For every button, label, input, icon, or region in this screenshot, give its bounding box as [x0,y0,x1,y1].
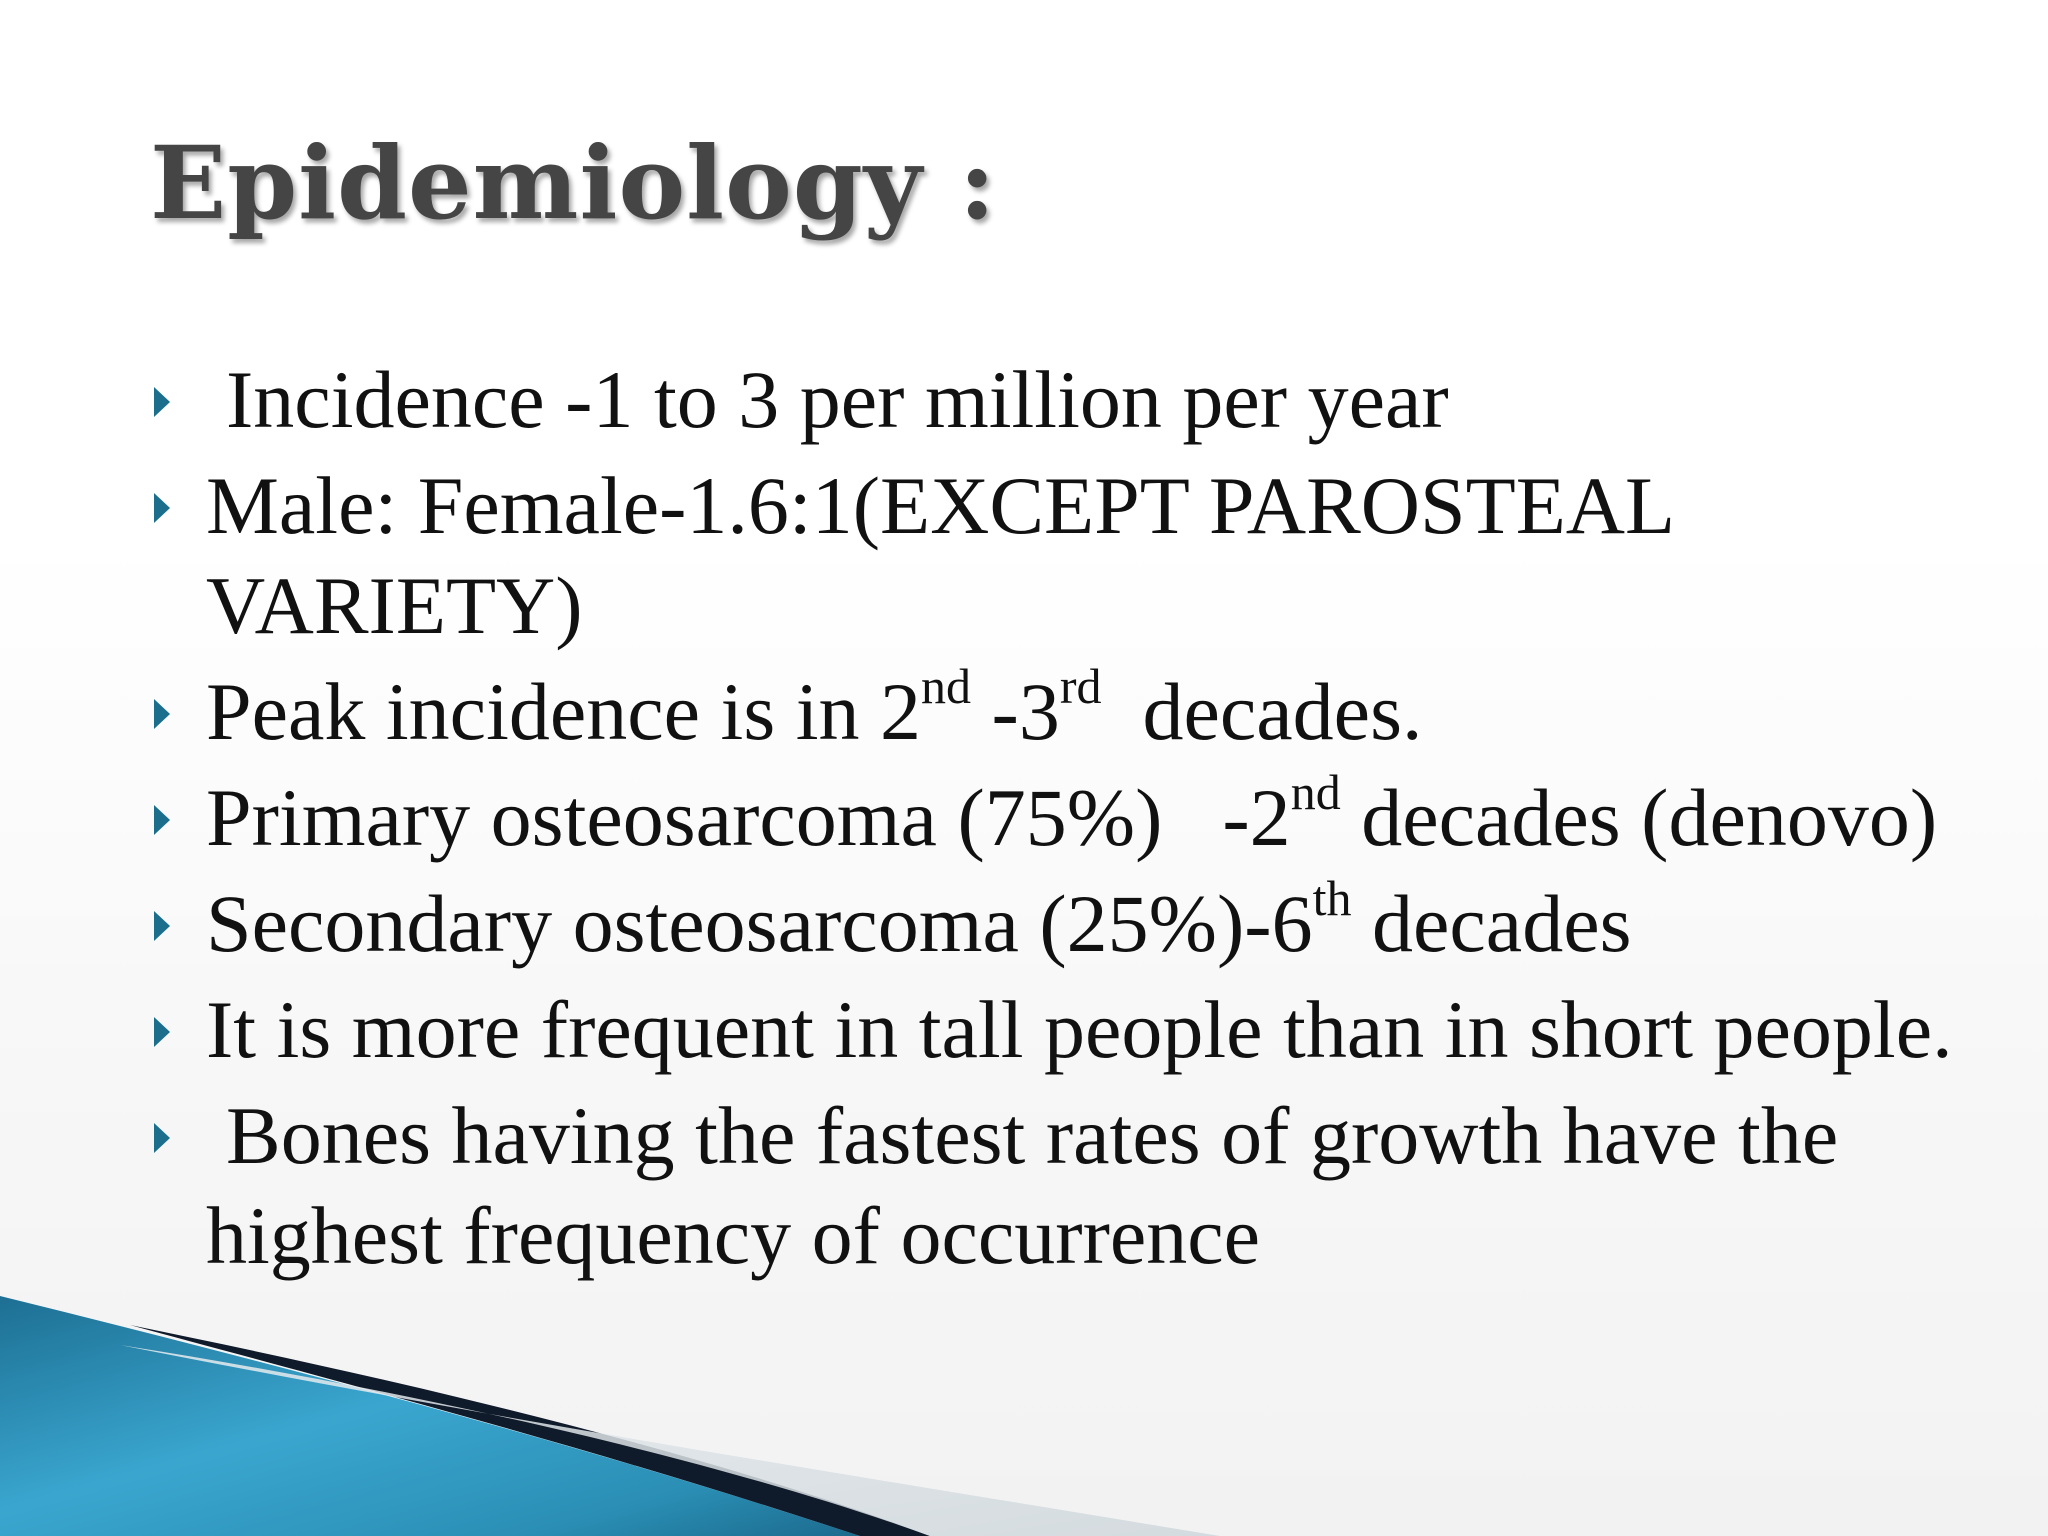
bullet-text: Male: Female-1.6:1(EXCEPT PAROSTEAL [206,460,1676,551]
triangle-right-icon [154,699,170,729]
triangle-right-icon [154,1017,170,1047]
ordinal-superscript: nd [921,658,972,714]
bullet-text: Bones having the fastest rates of growth have the [226,1090,1839,1181]
bullet-text: Incidence -1 to 3 per million per year [226,354,1449,445]
bullet-peak-incidence [150,658,2030,762]
bullet-primary-osteosarcoma [150,764,2030,868]
triangle-right-icon [154,387,170,417]
bullet-secondary-osteosarcoma [150,870,2030,974]
bullet-list [150,350,2030,1292]
bullet-text: -2 [1222,772,1291,863]
slide-title: Epidemiology : [150,124,997,242]
bullet-incidence [150,350,2030,450]
ordinal-superscript: th [1312,870,1352,926]
triangle-right-icon [154,493,170,523]
bullet-text: It is more frequent in tall people than in short people. [206,984,1953,1075]
bullet-text: decades. [1101,666,1423,757]
bullet-text-continued: VARIETY) [206,560,583,651]
triangle-right-icon [154,805,170,835]
ordinal-superscript: rd [1059,658,1102,714]
triangle-right-icon [154,911,170,941]
bullet-text: -3 [971,666,1060,757]
ordinal-superscript: nd [1290,764,1341,820]
bullet-text: Peak incidence is in 2 [206,666,922,757]
bullet-text: Secondary osteosarcoma (25%)-6 [206,878,1313,969]
bullet-sex-ratio [150,456,2030,656]
bullet-growth-rate [150,1086,2030,1286]
bullet-height-frequency [150,980,2030,1080]
triangle-right-icon [154,1123,170,1153]
bullet-text: decades (denovo) [1340,772,1938,863]
bullet-text: decades [1351,878,1632,969]
bullet-text-continued: highest frequency of occurrence [206,1190,1261,1281]
bullet-text: Primary osteosarcoma (75%) [206,772,1163,863]
wave-blue [0,1296,860,1536]
